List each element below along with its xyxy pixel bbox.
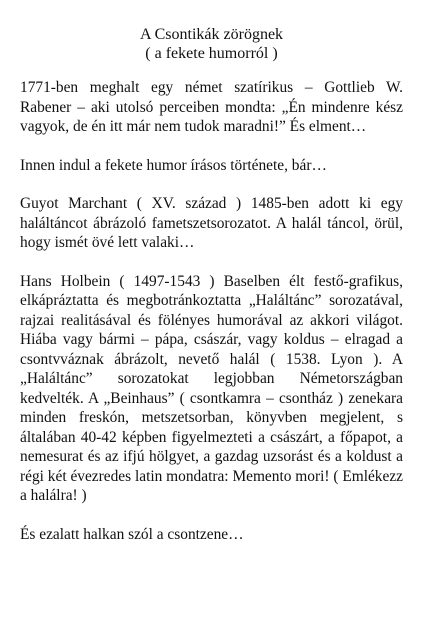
paragraph-holbein: Hans Holbein ( 1497-1543 ) Baselben élt festő-grafikus, elkápráztatta és megbotránkoztatta „Haláltánc” sorozatával, rajzai realitásával és fölényes humorával az akkori világot. Hiába vagy bármi – pápa, császár, vagy koldus – elragad a csontvváznak ábrázolt, nevető halál ( 1538. Lyon ). A „Haláltánc” sorozatokat legjobban Németországban kedvelték. A „Beinhaus” ( csontkamra – csontház ) zenekara minden freskón, metszetsorban, könyvben megjelent, s általában 40-42 képben figyelmezteti a császárt, a főpapot, a nemesurat és az ifjú hölgyet, a gazdag uzsorást és a koldust a régi két évezredes latin mondatra: Memento mori! ( Emlékezz a halálra! ) bbox=[20, 272, 403, 504]
document-title: A Csontikák zörögnek bbox=[139, 26, 284, 43]
paragraph-rabener: 1771-ben meghalt egy német szatírikus – Gottlieb W. Rabener – aki utolsó perceiben mondta: „Én mindenre kész vagyok, de én itt már nem tudok maradni!” És elment… bbox=[20, 79, 403, 135]
title-block bbox=[20, 25, 403, 64]
paragraph-gap bbox=[20, 506, 403, 525]
paragraph-gap bbox=[20, 175, 403, 194]
document-page bbox=[0, 25, 425, 620]
document-subtitle: ( a fekete humorról ) bbox=[145, 45, 278, 62]
paragraph-intro: Innen indul a fekete humor írásos története, bár… bbox=[20, 156, 327, 174]
paragraph-closing: És ezalatt halkan szól a csontzene… bbox=[20, 525, 244, 543]
paragraph-gap bbox=[20, 137, 403, 156]
paragraph-gap bbox=[20, 253, 403, 272]
paragraph-marchant: Guyot Marchant ( XV. század ) 1485-ben adott ki egy haláltáncot ábrázoló fametszetsorozatot. A halál táncol, örül, hogy ismét övé lett valaki… bbox=[20, 195, 403, 251]
